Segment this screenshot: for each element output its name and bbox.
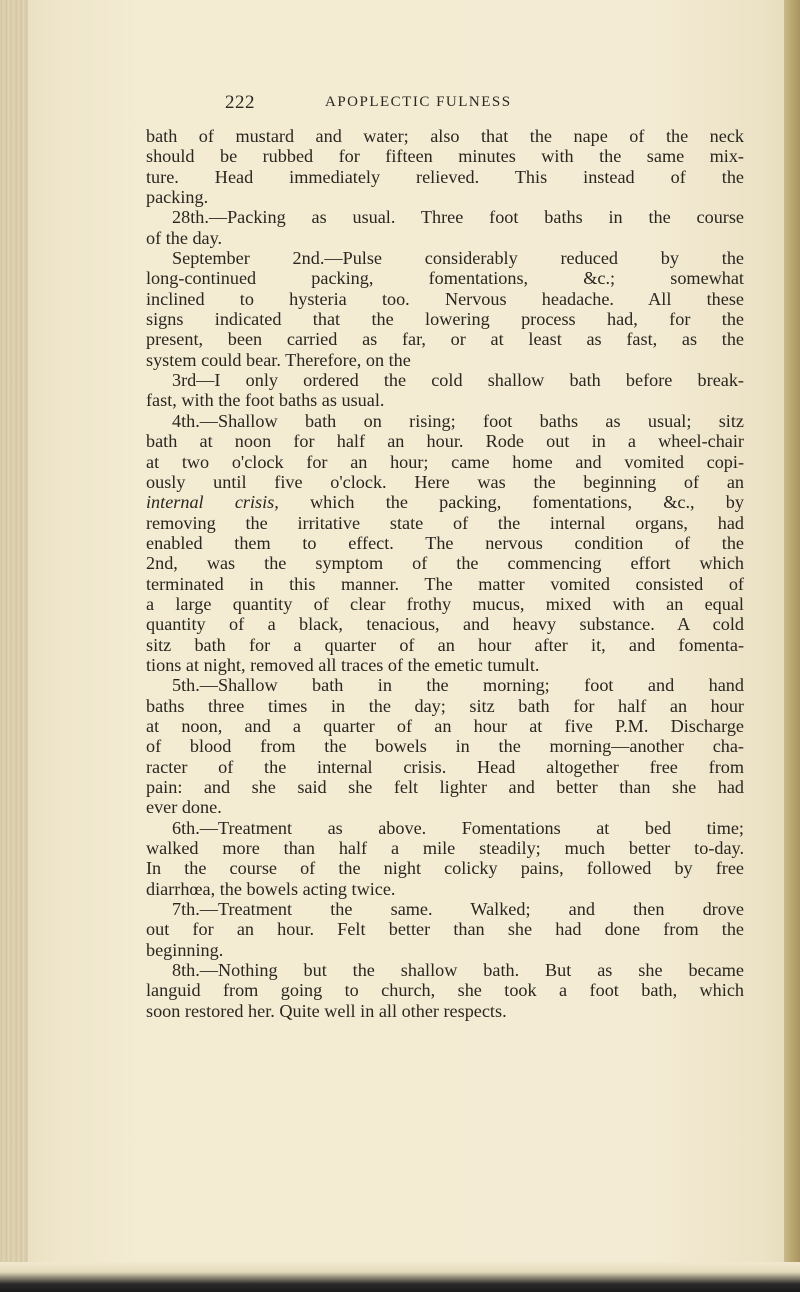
- page-edge-right: [784, 0, 800, 1292]
- body-text: [146, 126, 744, 1021]
- text-line: quantity of a black, tenacious, and heavy substance. A cold: [146, 614, 744, 635]
- text-line: 4th.—Shallow bath on rising; foot baths as usual; sitz: [172, 410, 744, 431]
- text-segment: which the packing, fomentations, &c., by: [278, 492, 744, 513]
- text-line: system could bear. Therefore, on the: [146, 349, 411, 370]
- text-line: 6th.—Treatment as above. Fomentations at bed time;: [172, 817, 744, 838]
- text-line: fast, with the foot baths as usual.: [146, 390, 385, 411]
- page-binding-shadow: [0, 0, 28, 1292]
- text-line: 3rd—I only ordered the cold shallow bath before break-: [172, 370, 744, 391]
- text-line: bath of mustard and water; also that the nape of the neck: [146, 126, 744, 146]
- text-line: tions at night, removed all traces of the emetic tumult.: [146, 654, 540, 675]
- text-line: ously until five o'clock. Here was the beginning of an: [146, 471, 744, 492]
- text-line: long-continued packing, fomentations, &c.; somewhat: [146, 268, 744, 289]
- text-line: packing.: [146, 187, 209, 208]
- text-line: In the course of the night colicky pains, followed by free: [146, 858, 744, 879]
- text-line: 7th.—Treatment the same. Walked; and then drove: [172, 899, 744, 920]
- text-line: walked more than half a mile steadily; much better to-day.: [146, 838, 744, 859]
- running-head: APOPLECTIC FULNESS: [325, 94, 512, 110]
- text-line: baths three times in the day; sitz bath for half an hour: [146, 695, 744, 716]
- text-line: 28th.—Packing as usual. Three foot baths in the course: [172, 207, 744, 228]
- text-line: [146, 492, 744, 512]
- text-line: inclined to hysteria too. Nervous headache. All these: [146, 288, 744, 309]
- text-line: languid from going to church, she took a foot bath, which: [146, 980, 744, 1001]
- text-line: racter of the internal crisis. Head altogether free from: [146, 756, 744, 777]
- text-line: 2nd, was the symptom of the commencing effort which: [146, 553, 744, 574]
- text-line: enabled them to effect. The nervous condition of the: [146, 532, 744, 553]
- text-line: signs indicated that the lowering process had, for the: [146, 309, 744, 330]
- text-line: should be rubbed for fifteen minutes with the same mix-: [146, 146, 744, 167]
- text-line: removing the irritative state of the internal organs, had: [146, 512, 744, 533]
- text-line: of the day.: [146, 227, 223, 248]
- text-line: a large quantity of clear frothy mucus, mixed with an equal: [146, 593, 744, 614]
- text-line: ture. Head immediately relieved. This instead of the: [146, 166, 744, 187]
- italic-phrase: internal crisis,: [146, 492, 279, 513]
- page-header: [225, 92, 745, 122]
- text-line: diarrhœa, the bowels acting twice.: [146, 878, 396, 899]
- text-line: 5th.—Shallow bath in the morning; foot and hand: [172, 675, 744, 696]
- text-line: terminated in this manner. The matter vomited consisted of: [146, 573, 744, 594]
- text-line: at noon, and a quarter of an hour at five P.M. Discharge: [146, 715, 744, 736]
- text-line: beginning.: [146, 939, 224, 960]
- text-line: bath at noon for half an hour. Rode out in a wheel-chair: [146, 431, 744, 452]
- text-line: sitz bath for a quarter of an hour after it, and fomenta-: [146, 634, 744, 655]
- text-line: out for an hour. Felt better than she had done from the: [146, 919, 744, 940]
- text-line: pain: and she said she felt lighter and better than she had: [146, 777, 744, 797]
- text-line: soon restored her. Quite well in all other respects.: [146, 1000, 507, 1021]
- page-number: 222: [225, 92, 255, 113]
- text-line: September 2nd.—Pulse considerably reduced by the: [172, 248, 744, 269]
- text-line: of blood from the bowels in the morning—another cha-: [146, 736, 744, 757]
- text-line: at two o'clock for an hour; came home and vomited copi-: [146, 451, 744, 472]
- text-line: 8th.—Nothing but the shallow bath. But as she became: [172, 960, 744, 981]
- text-line: present, been carried as far, or at least as fast, as the: [146, 329, 744, 350]
- page-edge-bottom: [0, 1262, 800, 1292]
- text-line: ever done.: [146, 797, 222, 818]
